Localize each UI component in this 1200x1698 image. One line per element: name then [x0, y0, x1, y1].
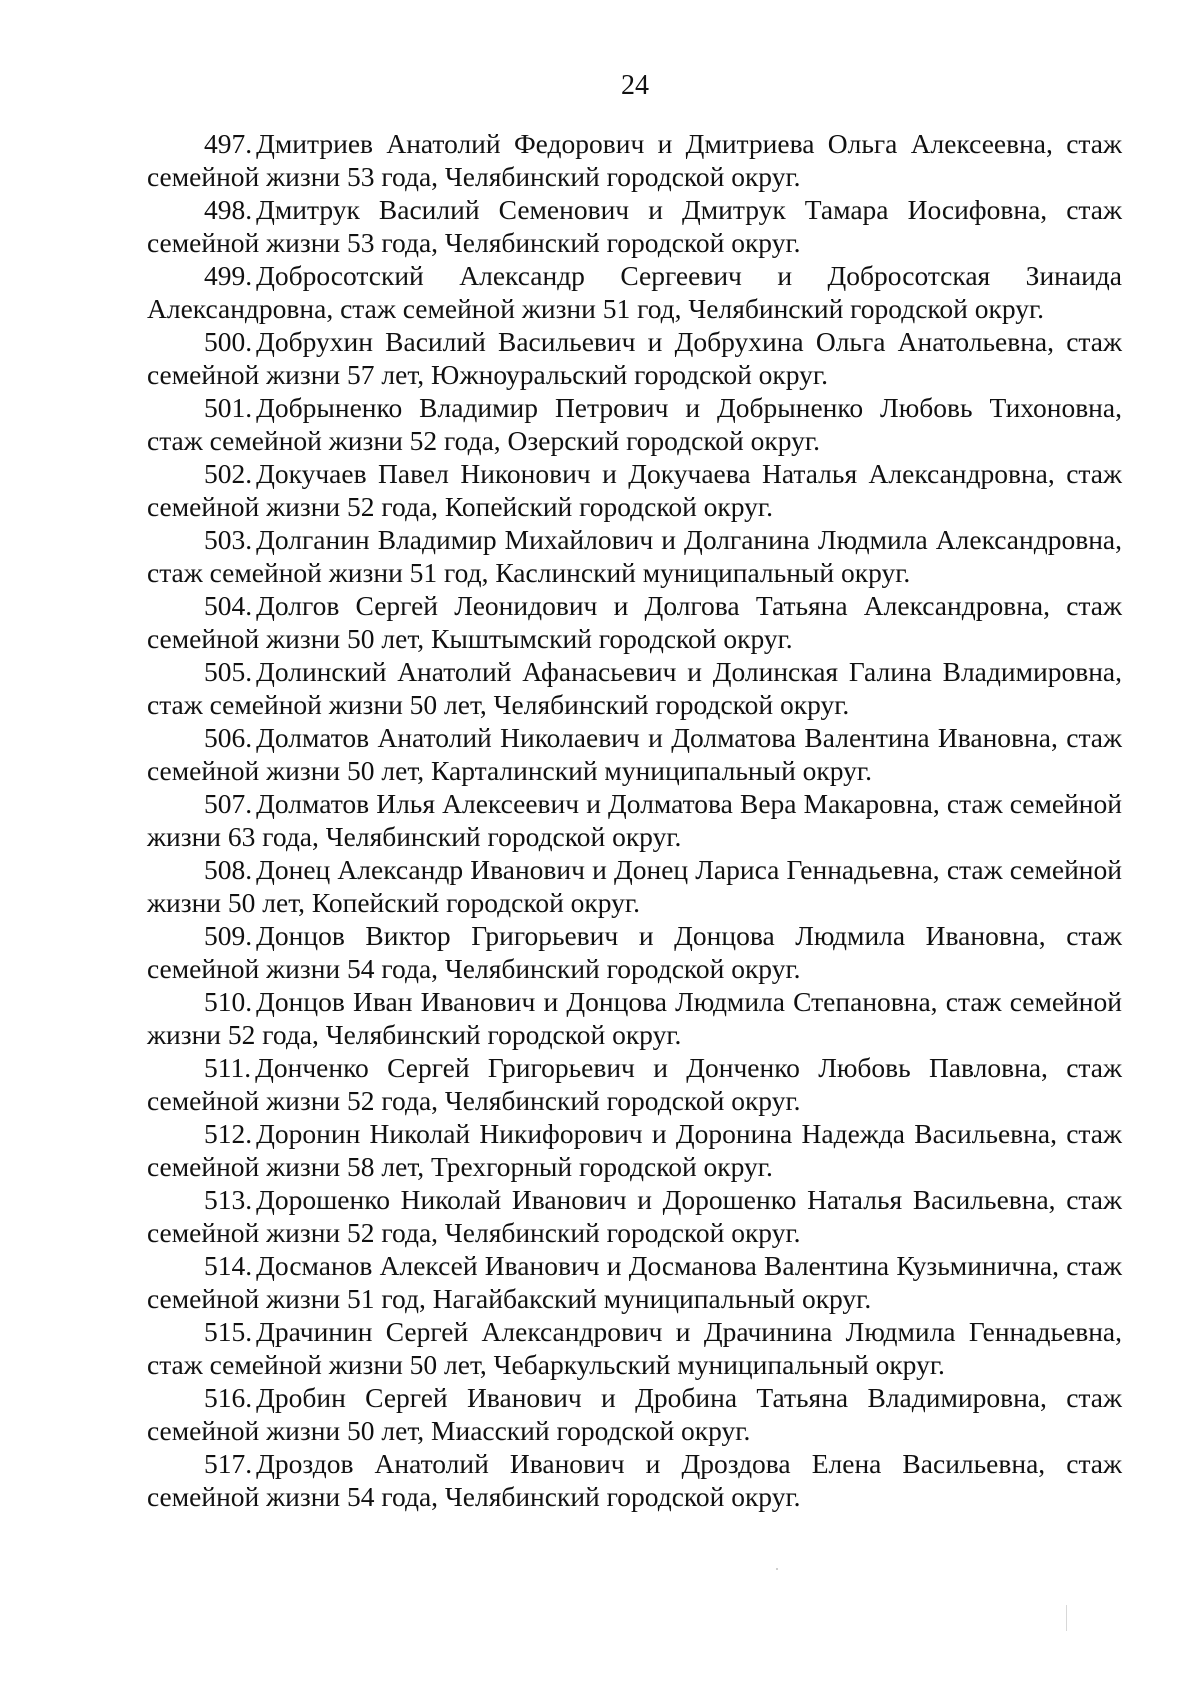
list-item [147, 854, 1122, 919]
entry-text: Долинский Анатолий Афанасьевич и Долинская Галина Владимировна, стаж семейной жизни 50 лет, Челябинский городской округ. [147, 656, 1122, 720]
entry-number: 506. [204, 722, 253, 753]
entry-text: Добрухин Василий Васильевич и Добрухина Ольга Анатольевна, стаж семейной жизни 57 лет, Южноуральский городской округ. [147, 326, 1122, 390]
list-item [147, 524, 1122, 589]
entry-text: Долганин Владимир Михайлович и Долганина Людмила Александровна, стаж семейной жизни 51 год, Каслинский муниципальный округ. [147, 524, 1122, 588]
entry-number: 510. [204, 986, 253, 1017]
entry-number: 517. [204, 1448, 253, 1479]
scan-artifact [776, 1568, 778, 1570]
entry-number: 512. [204, 1118, 253, 1149]
entry-number: 515. [204, 1316, 253, 1347]
entry-text: Донцов Виктор Григорьевич и Донцова Людмила Ивановна, стаж семейной жизни 54 года, Челябинский городской округ. [147, 920, 1122, 984]
list-item [147, 260, 1122, 325]
list-item [147, 590, 1122, 655]
list-item [147, 1448, 1122, 1513]
list-item [147, 1052, 1122, 1117]
entry-number: 503. [204, 524, 253, 555]
entry-number: 504. [204, 590, 253, 621]
entry-text: Дмитриев Анатолий Федорович и Дмитриева Ольга Алексеевна, стаж семейной жизни 53 года, Челябинский городской округ. [147, 128, 1122, 192]
entry-number: 505. [204, 656, 253, 687]
entry-number: 502. [204, 458, 253, 489]
entry-text: Драчинин Сергей Александрович и Драчинина Людмила Геннадьевна, стаж семейной жизни 50 лет, Чебаркульский муниципальный округ. [147, 1316, 1122, 1380]
entry-number: 507. [204, 788, 253, 819]
list-item [147, 194, 1122, 259]
entry-number: 499. [204, 260, 253, 291]
entry-text: Добросотский Александр Сергеевич и Добросотская Зинаида Александровна, стаж семейной жизни 51 год, Челябинский городской округ. [147, 260, 1122, 324]
entry-text: Дроздов Анатолий Иванович и Дроздова Елена Васильевна, стаж семейной жизни 54 года, Челябинский городской округ. [147, 1448, 1122, 1512]
entry-number: 501. [204, 392, 253, 423]
scan-artifact [1066, 1605, 1067, 1631]
entry-number: 500. [204, 326, 253, 357]
list-item [147, 1184, 1122, 1249]
entry-text: Долматов Илья Алексеевич и Долматова Вера Макаровна, стаж семейной жизни 63 года, Челябинский городской округ. [147, 788, 1122, 852]
entry-number: 497. [204, 128, 253, 159]
list-item [147, 128, 1122, 193]
entry-text: Дорошенко Николай Иванович и Дорошенко Наталья Васильевна, стаж семейной жизни 52 года, Челябинский городской округ. [147, 1184, 1122, 1248]
entry-list [147, 128, 1122, 1514]
entry-text: Добрыненко Владимир Петрович и Добрыненко Любовь Тихоновна, стаж семейной жизни 52 года, Озерский городской округ. [147, 392, 1122, 456]
entry-number: 508. [204, 854, 253, 885]
list-item [147, 656, 1122, 721]
entry-number: 514. [204, 1250, 253, 1281]
list-item [147, 1316, 1122, 1381]
entry-text: Досманов Алексей Иванович и Досманова Валентина Кузьминична, стаж семейной жизни 51 год, Нагайбакский муниципальный округ. [147, 1250, 1122, 1314]
entry-text: Долгов Сергей Леонидович и Долгова Татьяна Александровна, стаж семейной жизни 50 лет, Кыштымский городской округ. [147, 590, 1122, 654]
entry-text: Дмитрук Василий Семенович и Дмитрук Тамара Иосифовна, стаж семейной жизни 53 года, Челябинский городской округ. [147, 194, 1122, 258]
list-item [147, 392, 1122, 457]
entry-number: 498. [204, 194, 253, 225]
entry-text: Долматов Анатолий Николаевич и Долматова Валентина Ивановна, стаж семейной жизни 50 лет, Карталинский муниципальный округ. [147, 722, 1122, 786]
list-item [147, 458, 1122, 523]
list-item [147, 1118, 1122, 1183]
list-item [147, 986, 1122, 1051]
entry-number: 511. [204, 1052, 252, 1083]
entry-text: Дробин Сергей Иванович и Дробина Татьяна Владимировна, стаж семейной жизни 50 лет, Миасский городской округ. [147, 1382, 1122, 1446]
list-item [147, 1382, 1122, 1447]
entry-number: 513. [204, 1184, 253, 1215]
list-item [147, 920, 1122, 985]
list-item [147, 788, 1122, 853]
entry-text: Доронин Николай Никифорович и Доронина Надежда Васильевна, стаж семейной жизни 58 лет, Трехгорный городской округ. [147, 1118, 1122, 1182]
list-item [147, 722, 1122, 787]
entry-text: Донченко Сергей Григорьевич и Донченко Любовь Павловна, стаж семейной жизни 52 года, Челябинский городской округ. [147, 1052, 1122, 1116]
entry-text: Донец Александр Иванович и Донец Лариса Геннадьевна, стаж семейной жизни 50 лет, Копейский городской округ. [147, 854, 1122, 918]
page-number: 24 [621, 70, 649, 101]
list-item [147, 326, 1122, 391]
entry-number: 516. [204, 1382, 253, 1413]
entry-text: Докучаев Павел Никонович и Докучаева Наталья Александровна, стаж семейной жизни 52 года, Копейский городской округ. [147, 458, 1122, 522]
list-item [147, 1250, 1122, 1315]
entry-number: 509. [204, 920, 253, 951]
entry-text: Донцов Иван Иванович и Донцова Людмила Степановна, стаж семейной жизни 52 года, Челябинский городской округ. [147, 986, 1122, 1050]
